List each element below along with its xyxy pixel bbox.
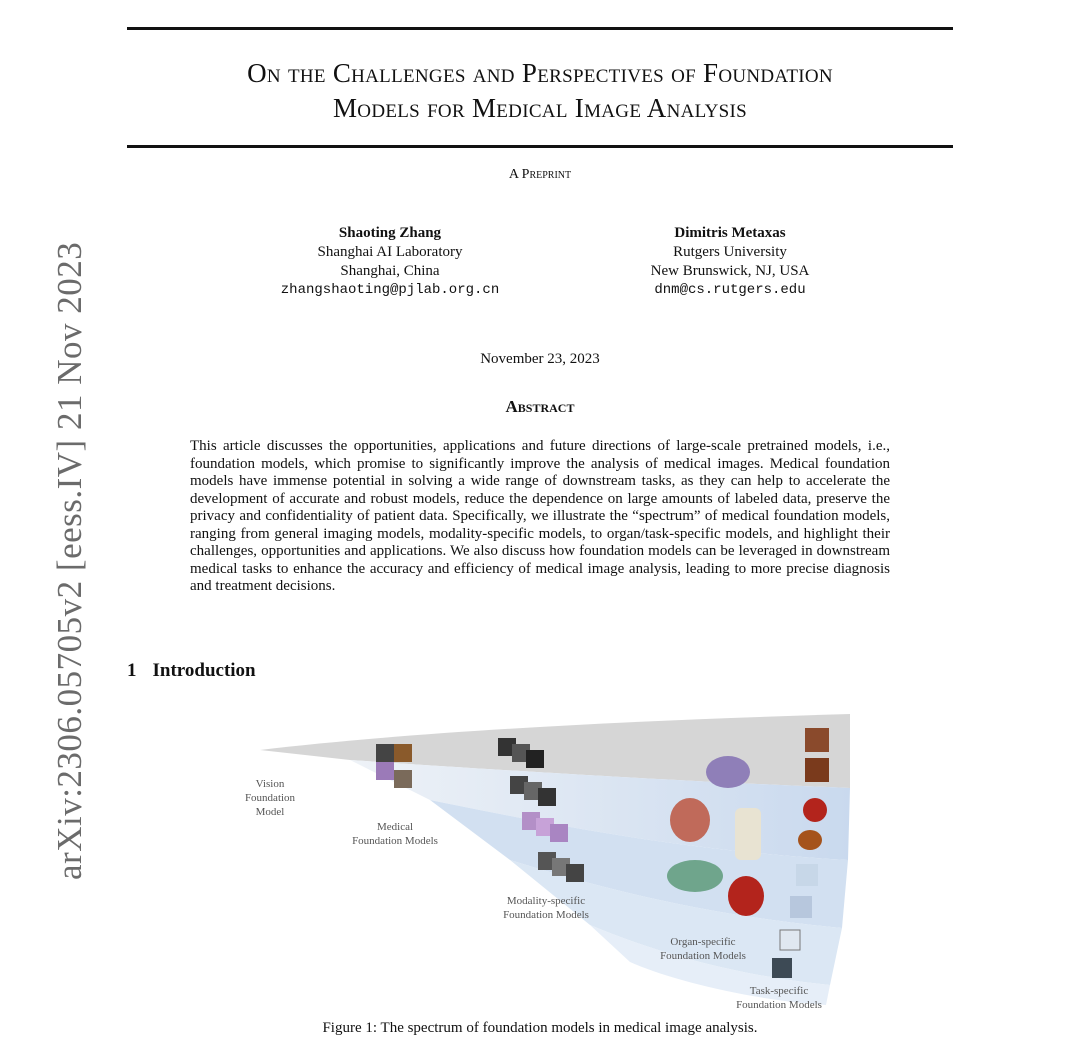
preprint-label: A Preprint xyxy=(508,167,572,182)
label-vision-line1: Vision xyxy=(255,778,285,790)
title-line-2: Models for Medical Image Analysis xyxy=(332,93,748,123)
section-title: Introduction xyxy=(152,660,256,681)
author-affiliation: Rutgers University xyxy=(673,244,787,260)
author-email[interactable]: dnm@cs.rutgers.edu xyxy=(654,282,806,298)
label-modality-line1: Modality-specific xyxy=(506,895,586,907)
section-heading xyxy=(127,660,256,682)
author-affiliation: Shanghai AI Laboratory xyxy=(317,244,463,260)
label-medical-line1: Medical xyxy=(376,821,414,833)
abstract-text: This article discusses the opportunities, applications and future directions of large-scale pretrained models, i.e., foundation models, which promise to significantly improve the analysis of medical images. Medical foundation models have immense potential in solving a wide range of downstream tasks, as they can help to accelerate the development of accurate and robust models, reduce the dependence on large amounts of labeled data, preserve the privacy and confidentiality of patient data. Specifically, we illustrate the “spectrum” of medical foundation models, ranging from general imaging models, modality-specific models, to organ/task-specific models, and highlight their challenges, opportunities and applications. We also discuss how foundation models can be leveraged in downstream medical tasks to enhance the accuracy and efficiency of medical image analysis, leading to more precise diagnosis and treatment decisions. xyxy=(190,438,890,594)
figure-caption: Figure 1: The spectrum of foundation models in medical image analysis. xyxy=(322,1020,758,1036)
paper-title xyxy=(127,56,953,126)
author-block-1 xyxy=(240,224,540,300)
author-name: Shaoting Zhang xyxy=(338,225,442,241)
spectrum-figure xyxy=(230,700,870,1020)
label-task-line2: Foundation Models xyxy=(736,999,822,1011)
author-block-2 xyxy=(590,224,870,300)
label-vision-line3: Model xyxy=(255,806,285,818)
publication-date: November 23, 2023 xyxy=(480,351,600,367)
title-bottom-rule xyxy=(127,145,953,148)
title-line-1: On the Challenges and Perspectives of Foundation xyxy=(247,58,833,88)
abstract-heading: Abstract xyxy=(505,397,575,416)
arxiv-identifier: arXiv:2306.05705v2 [eess.IV] 21 Nov 2023 xyxy=(50,241,89,880)
author-location: New Brunswick, NJ, USA xyxy=(650,263,810,279)
label-organ-line2: Foundation Models xyxy=(660,950,746,962)
section-number: 1 xyxy=(127,660,137,681)
label-task-line1: Task-specific xyxy=(749,985,809,997)
top-rule xyxy=(127,27,953,30)
label-modality-line2: Foundation Models xyxy=(503,909,589,921)
author-location: Shanghai, China xyxy=(340,263,440,279)
label-vision-line2: Foundation xyxy=(244,792,296,804)
label-medical-line2: Foundation Models xyxy=(352,835,438,847)
label-organ-line1: Organ-specific xyxy=(670,936,736,948)
author-email[interactable]: zhangshaoting@pjlab.org.cn xyxy=(280,282,500,298)
author-name: Dimitris Metaxas xyxy=(674,225,786,241)
